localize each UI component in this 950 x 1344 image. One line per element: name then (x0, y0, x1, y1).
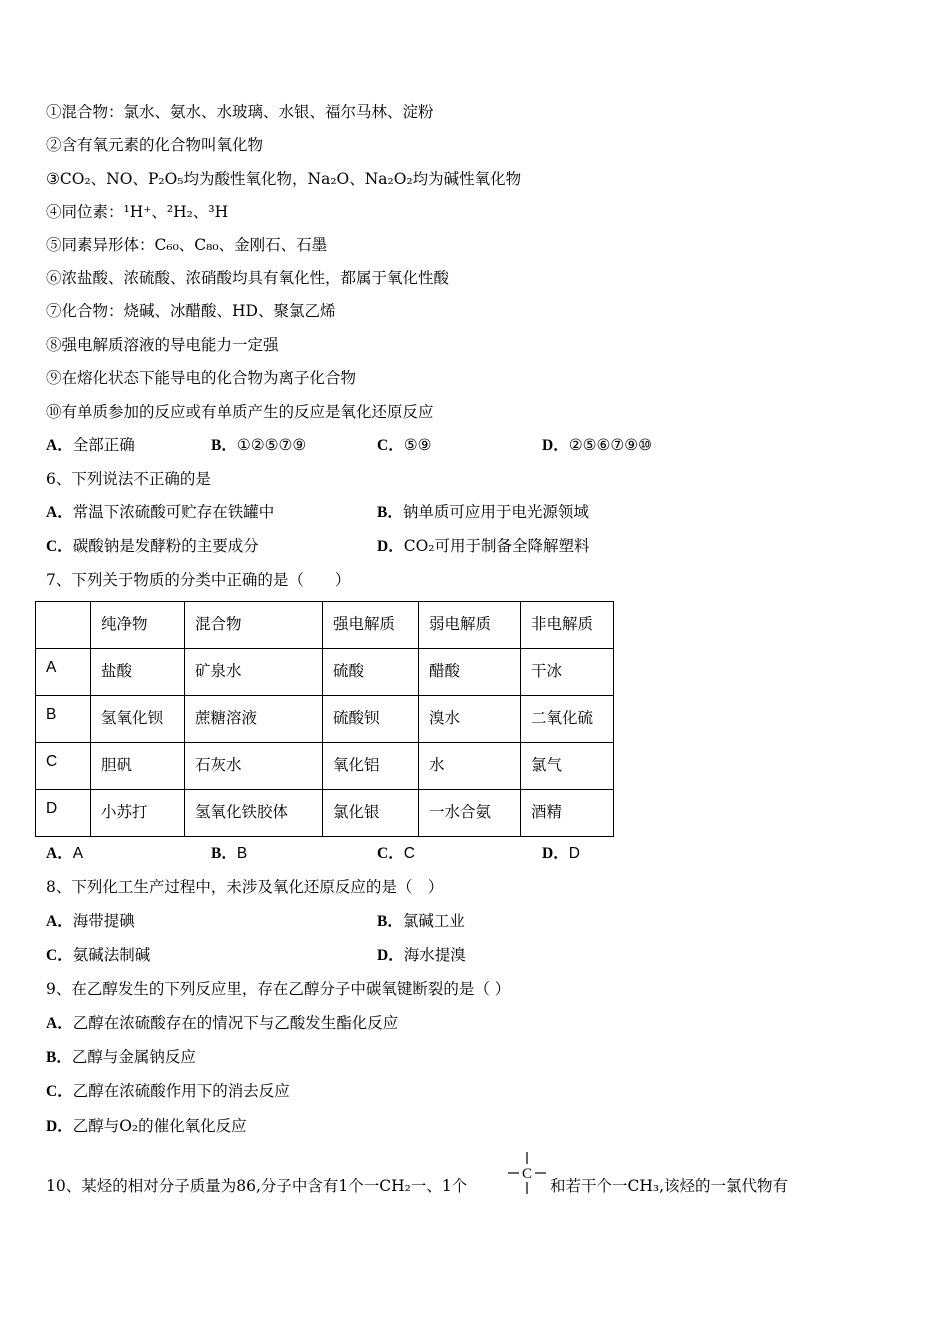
q6-option-a-label: A． (46, 504, 73, 521)
q6-option-c-label: C． (46, 538, 73, 555)
table-header-cell: 弱电解质 (419, 602, 521, 649)
table-cell: 酒精 (521, 790, 614, 837)
classification-table (35, 601, 614, 837)
table-header-cell (36, 602, 91, 649)
q6-option-b[interactable] (377, 502, 589, 523)
table-row (36, 649, 614, 696)
table-cell: 氯气 (521, 743, 614, 790)
table-header-cell: 非电解质 (521, 602, 614, 649)
q6-option-a[interactable] (46, 502, 274, 523)
table-cell: C (36, 743, 91, 790)
statement-5: ⑤同素异形体：C₆₀、C₈₀、金刚石、石墨 (46, 236, 328, 254)
q7-option-c-label: C． (377, 845, 404, 862)
q6-option-d-label: D． (377, 538, 404, 555)
table-cell: 溴水 (419, 696, 521, 743)
statement-8: ⑧强电解质溶液的导电能力一定强 (46, 336, 279, 354)
q8-option-a-label: A． (46, 913, 73, 930)
q9-option-d-label: D． (46, 1118, 73, 1135)
q5-option-c-label: C． (377, 437, 404, 454)
q8-option-c-label: C． (46, 947, 73, 964)
q5-option-c[interactable] (377, 435, 432, 456)
table-header-row (36, 602, 614, 649)
q9-option-c-label: C． (46, 1083, 73, 1100)
q7-option-b-label: B． (211, 845, 237, 862)
table-cell: 硫酸钡 (323, 696, 419, 743)
q5-option-d[interactable] (542, 435, 652, 456)
q5-option-d-label: D． (542, 437, 569, 454)
q6-option-c-text: 碳酸钠是发酵粉的主要成分 (72, 537, 259, 555)
statement-4: ④同位素：¹H⁺、²H₂、³H (46, 203, 229, 221)
q9-option-a[interactable] (46, 1013, 398, 1034)
q5-option-b-label: B． (211, 437, 237, 454)
q5-option-a[interactable] (46, 435, 135, 456)
table-header-cell: 混合物 (185, 602, 323, 649)
q7-option-a-text: A (72, 845, 84, 862)
table-cell: 一水合氨 (419, 790, 521, 837)
q8-option-b-label: B． (377, 913, 403, 930)
q8-option-a-text: 海带提碘 (72, 912, 135, 930)
table-cell: 氢氧化钡 (91, 696, 185, 743)
q7-option-a[interactable] (46, 843, 83, 864)
q7-option-d-text: D (568, 845, 580, 862)
q7-option-d[interactable] (542, 843, 580, 864)
table-header-cell: 强电解质 (323, 602, 419, 649)
q9-option-d-text: 乙醇与O₂的催化氧化反应 (72, 1117, 247, 1135)
q6-option-b-text: 钠单质可应用于电光源领域 (402, 503, 589, 521)
q9-stem: 9、在乙醇发生的下列反应里，存在乙醇分子中碳氧键断裂的是（ ） (46, 980, 511, 998)
table-cell: 氯化银 (323, 790, 419, 837)
table-cell: 醋酸 (419, 649, 521, 696)
table-cell: 干冰 (521, 649, 614, 696)
quaternary-carbon-structure (506, 1150, 548, 1196)
q7-option-b[interactable] (211, 843, 247, 864)
q9-option-c-text: 乙醇在浓硫酸作用下的消去反应 (72, 1082, 290, 1100)
q8-stem: 8、下列化工生产过程中，未涉及氧化还原反应的是（ ） (46, 878, 444, 896)
q7-option-c-text: C (403, 845, 415, 862)
q10-stem-part1: 10、某烃的相对分子质量为86,分子中含有1个一CH₂一、1个 (46, 1177, 468, 1195)
table-cell: A (36, 649, 91, 696)
statement-3: ③CO₂、NO、P₂O₅均为酸性氧化物，Na₂O、Na₂O₂均为碱性氧化物 (46, 170, 522, 188)
q8-option-b[interactable] (377, 911, 465, 932)
statement-6: ⑥浓盐酸、浓硫酸、浓硝酸均具有氧化性，都属于氧化性酸 (46, 269, 450, 287)
q8-option-d-label: D． (377, 947, 404, 964)
q7-option-b-text: B (236, 845, 248, 862)
statement-1: ①混合物：氯水、氨水、水玻璃、水银、福尔马林、淀粉 (46, 103, 434, 121)
table-cell: B (36, 696, 91, 743)
q6-option-c[interactable] (46, 536, 259, 557)
q6-stem: 6、下列说法不正确的是 (46, 470, 211, 488)
q5-option-b[interactable] (211, 435, 306, 456)
q8-option-a[interactable] (46, 911, 135, 932)
table-row (36, 696, 614, 743)
q5-option-d-text: ②⑤⑥⑦⑨⑩ (568, 436, 653, 454)
q8-option-b-text: 氯碱工业 (402, 912, 465, 930)
table-cell: 盐酸 (91, 649, 185, 696)
q8-option-d[interactable] (377, 945, 466, 966)
q5-option-a-text: 全部正确 (72, 436, 135, 454)
q9-option-a-text: 乙醇在浓硫酸存在的情况下与乙酸发生酯化反应 (72, 1014, 399, 1032)
table-cell: 胆矾 (91, 743, 185, 790)
q9-option-b-text: 乙醇与金属钠反应 (71, 1048, 196, 1066)
q6-option-d[interactable] (377, 536, 590, 557)
q8-option-d-text: 海水提溴 (403, 946, 466, 964)
q9-option-c[interactable] (46, 1081, 290, 1102)
q6-option-d-text: CO₂可用于制备全降解塑料 (403, 537, 590, 555)
q7-option-d-label: D． (542, 845, 569, 862)
q9-option-a-label: A． (46, 1015, 73, 1032)
q9-option-d[interactable] (46, 1116, 247, 1137)
q10-stem-part2: 和若干个一CH₃,该烃的一氯代物有 (550, 1177, 789, 1195)
q7-stem: 7、下列关于物质的分类中正确的是（ ） (46, 571, 351, 589)
q9-option-b[interactable] (46, 1047, 196, 1068)
q5-option-c-text: ⑤⑨ (403, 436, 432, 454)
statement-7: ⑦化合物：烧碱、冰醋酸、HD、聚氯乙烯 (46, 302, 336, 320)
table-cell: 氧化铝 (323, 743, 419, 790)
table-cell: 二氧化硫 (521, 696, 614, 743)
table-cell: 水 (419, 743, 521, 790)
q5-option-b-text: ①②⑤⑦⑨ (236, 436, 307, 454)
statement-10: ⑩有单质参加的反应或有单质产生的反应是氧化还原反应 (46, 403, 434, 421)
q8-option-c-text: 氨碱法制碱 (72, 946, 151, 964)
table-cell: 硫酸 (323, 649, 419, 696)
table-row (36, 790, 614, 837)
table-header-cell: 纯净物 (91, 602, 185, 649)
q7-option-c[interactable] (377, 843, 415, 864)
table-cell: 矿泉水 (185, 649, 323, 696)
q9-option-b-label: B． (46, 1049, 72, 1066)
q6-option-b-label: B． (377, 504, 403, 521)
q6-option-a-text: 常温下浓硫酸可贮存在铁罐中 (72, 503, 275, 521)
table-row (36, 743, 614, 790)
statement-2: ②含有氧元素的化合物叫氧化物 (46, 136, 264, 154)
table-cell: 石灰水 (185, 743, 323, 790)
q7-option-a-label: A． (46, 845, 73, 862)
table-cell: 小苏打 (91, 790, 185, 837)
carbon-atom-label: C (521, 1166, 533, 1182)
q5-option-a-label: A． (46, 437, 73, 454)
q8-option-c[interactable] (46, 945, 150, 966)
statement-9: ⑨在熔化状态下能导电的化合物为离子化合物 (46, 369, 357, 387)
table-cell: 蔗糖溶液 (185, 696, 323, 743)
table-cell: D (36, 790, 91, 837)
table-cell: 氢氧化铁胶体 (185, 790, 323, 837)
